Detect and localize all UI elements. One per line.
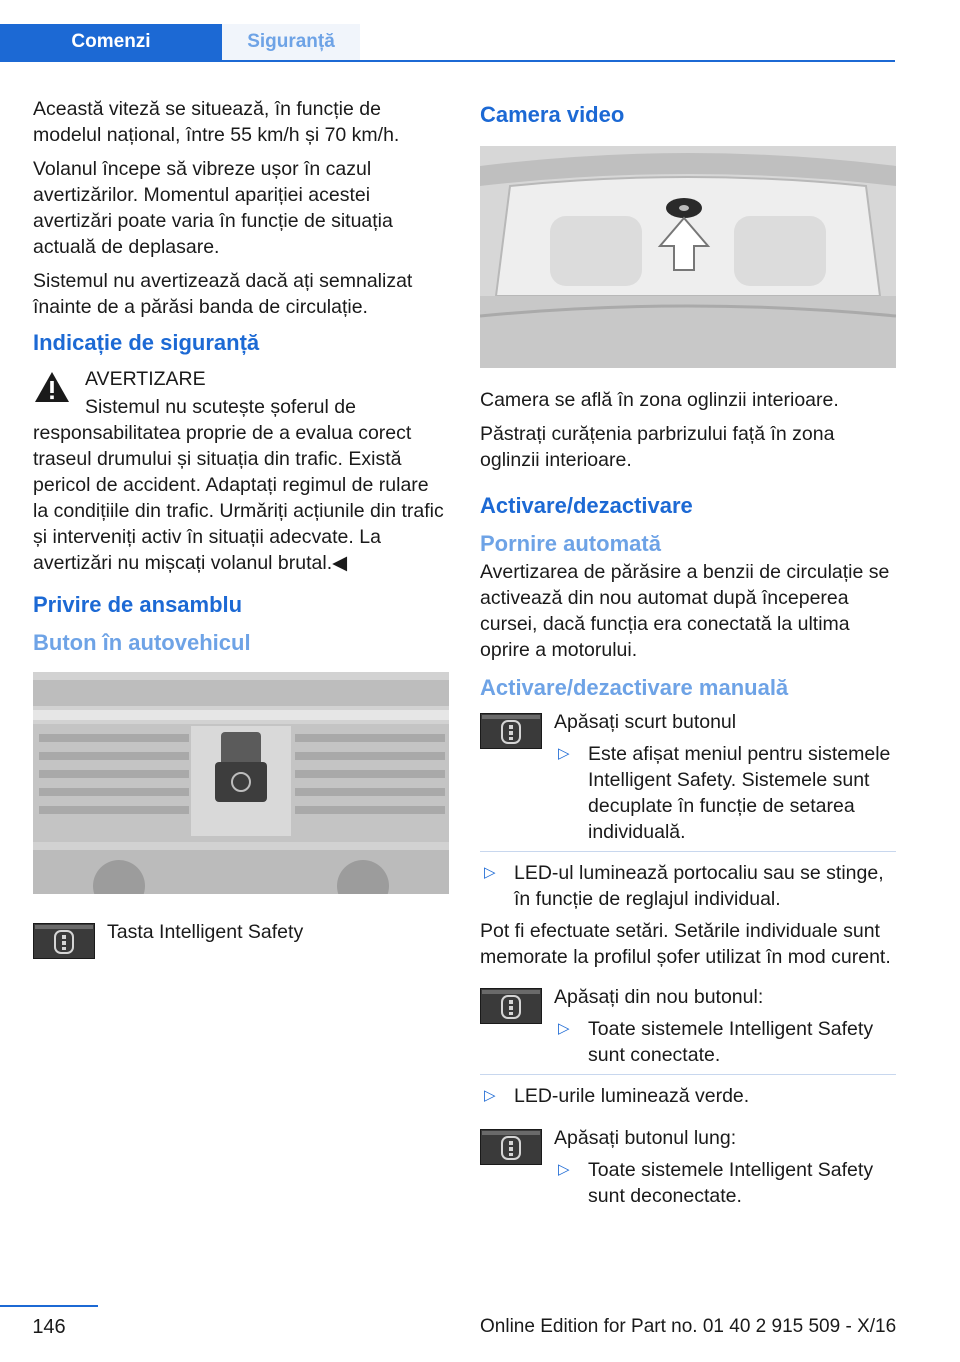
footer-accent-bar	[0, 1305, 98, 1307]
list-item: ▷ Toate sistemele Intelligent Safety sunt conectate.	[554, 1016, 896, 1068]
right-column	[480, 96, 896, 1215]
list-item: ▷ LED-ul luminează portocaliu sau se stinge, în funcție de reglajul individual.	[480, 860, 896, 912]
intelligent-safety-button-icon	[480, 713, 542, 749]
heading-auto-start: Pornire automată	[480, 531, 661, 556]
list-item: ▷ LED-urile luminează verde.	[480, 1083, 896, 1109]
step-short-press-list	[554, 741, 896, 845]
list-item: ▷ Toate sistemele Intelligent Safety sunt deconectate.	[554, 1157, 896, 1209]
led-list	[480, 860, 896, 912]
list-item: ▷ Este afișat meniul pentru sistemele Intelligent Safety. Sistemele sunt decuplate în funcție de setarea individuală.	[554, 741, 896, 845]
camera-location-text: Camera se află în zona oglinzii interioare.	[480, 389, 839, 411]
divider	[480, 1074, 896, 1075]
settings-text: Pot fi efectuate setări. Setările individuale sunt memorate la profilul șofer utilizat în mod curent.	[480, 920, 891, 968]
tab-siguranta[interactable]: Siguranță	[222, 24, 360, 60]
heading-activate: Activare/dezactivare	[480, 493, 693, 518]
step-long-press	[480, 1125, 896, 1209]
heading-camera: Camera video	[480, 102, 625, 127]
auto-start-text: Avertizarea de părăsire a benzii de circulație se activează din nou automat după începerea cursei, dacă funcția era conectată la ultima oprire a motorului.	[480, 561, 890, 661]
step-press-again	[480, 984, 896, 1068]
intelligent-safety-button-icon	[480, 988, 542, 1024]
camera-location-figure	[480, 146, 896, 368]
step-long-press-list	[554, 1157, 896, 1209]
edition-line: Online Edition for Part no. 01 40 2 915 509 - X/16	[480, 1316, 897, 1337]
key-label: Tasta Intelligent Safety	[107, 921, 304, 943]
warning-block	[33, 366, 449, 576]
step-press-again-list	[554, 1016, 896, 1068]
key-row	[33, 919, 449, 963]
divider	[480, 851, 896, 852]
warning-title: AVERTIZARE	[85, 368, 206, 390]
paragraph-no-warning: Sistemul nu avertizează dacă ați semnalizat înainte de a părăsi banda de circulație.	[33, 270, 413, 318]
warning-triangle-icon	[33, 370, 71, 404]
step-press-again-text: Apăsați din nou butonul:	[554, 986, 764, 1008]
step-long-press-text: Apăsați butonul lung:	[554, 1127, 737, 1149]
paragraph-vibration: Volanul începe să vibreze ușor în cazul avertizărilor. Momentul apariției acestei avertizări poate varia în funcție de situația actuală de deplasare.	[33, 158, 393, 258]
left-column	[33, 96, 449, 963]
led-green-list	[480, 1083, 896, 1109]
heading-button-in-vehicle: Buton în autovehicul	[33, 630, 251, 655]
camera-clean-text: Păstrați curățenia parbrizului față în zona oglinzii interioare.	[480, 423, 835, 471]
step-short-press-text: Apăsați scurt butonul	[554, 711, 737, 733]
heading-manual: Activare/dezactivare manuală	[480, 675, 789, 700]
tab-comenzi[interactable]: Comenzi	[0, 24, 222, 60]
heading-safety-note: Indicație de siguranță	[33, 330, 260, 355]
intelligent-safety-button-icon	[33, 923, 95, 959]
intelligent-safety-button-icon	[480, 1129, 542, 1165]
dashboard-button-figure	[33, 672, 449, 894]
paragraph-speed: Această viteză se situează, în funcție de modelul național, între 55 km/h și 70 km/h.	[33, 98, 400, 146]
heading-overview: Privire de ansamblu	[33, 592, 243, 617]
warning-text: Sistemul nu scutește șoferul de responsabilitatea proprie de a evalua corect traseul drumului și situația din trafic. Există pericol de accident. Adaptați regimul de rulare la condițiile din trafic. Urmăriți acțiunile din trafic și interveniți activ în situații adecvate. La avertizări nu mișcați volanul brutal.◀	[33, 396, 444, 574]
tab-underline	[0, 60, 895, 62]
page-number: 146	[32, 1316, 66, 1338]
step-short-press	[480, 709, 896, 845]
